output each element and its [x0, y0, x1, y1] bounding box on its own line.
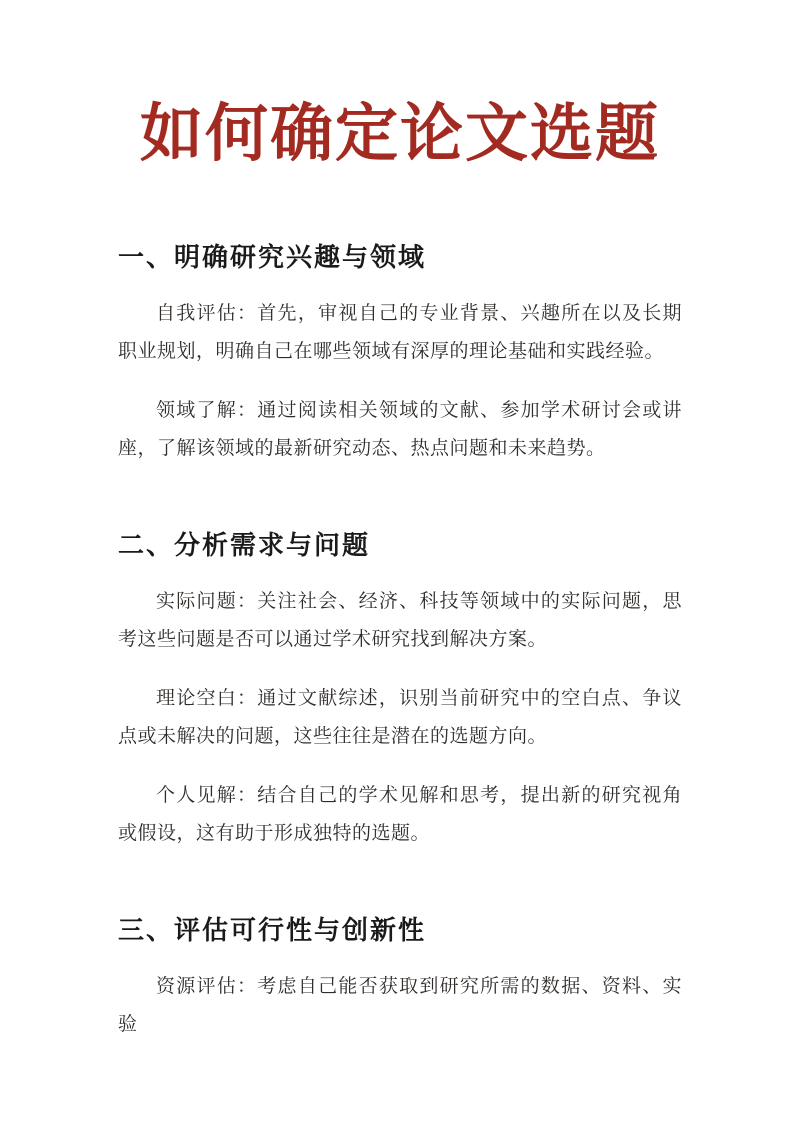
document-title: 如何确定论文选题: [140, 99, 660, 169]
section-feasibility-innovation: [118, 915, 682, 1044]
section-heading: 三、评估可行性与创新性: [118, 916, 427, 945]
paragraph: 自我评估：首先，审视自己的专业背景、兴趣所在以及长期职业规划，明确自己在哪些领域有深厚的理论基础和实践经验。: [118, 303, 682, 362]
paragraph: 个人见解：结合自己的学术见解和思考，提出新的研究视角或假设，这有助于形成独特的选题。: [118, 785, 682, 844]
paragraph: 实际问题：关注社会、经济、科技等领域中的实际问题，思考这些问题是否可以通过学术研究找到解决方案。: [118, 591, 682, 650]
section-heading: 二、分析需求与问题: [118, 531, 371, 560]
section-needs-problems: [118, 530, 682, 853]
paragraph: 资源评估：考虑自己能否获取到研究所需的数据、资料、实验: [118, 976, 682, 1035]
paragraph: 理论空白：通过文献综述，识别当前研究中的空白点、争议点或未解决的问题，这些往往是潜在的选题方向。: [118, 688, 682, 747]
section-heading: 一、明确研究兴趣与领域: [118, 243, 427, 272]
section-research-interest: [118, 242, 682, 468]
paragraph: 领域了解：通过阅读相关领域的文献、参加学术研讨会或讲座，了解该领域的最新研究动态、热点问题和未来趋势。: [118, 400, 682, 459]
